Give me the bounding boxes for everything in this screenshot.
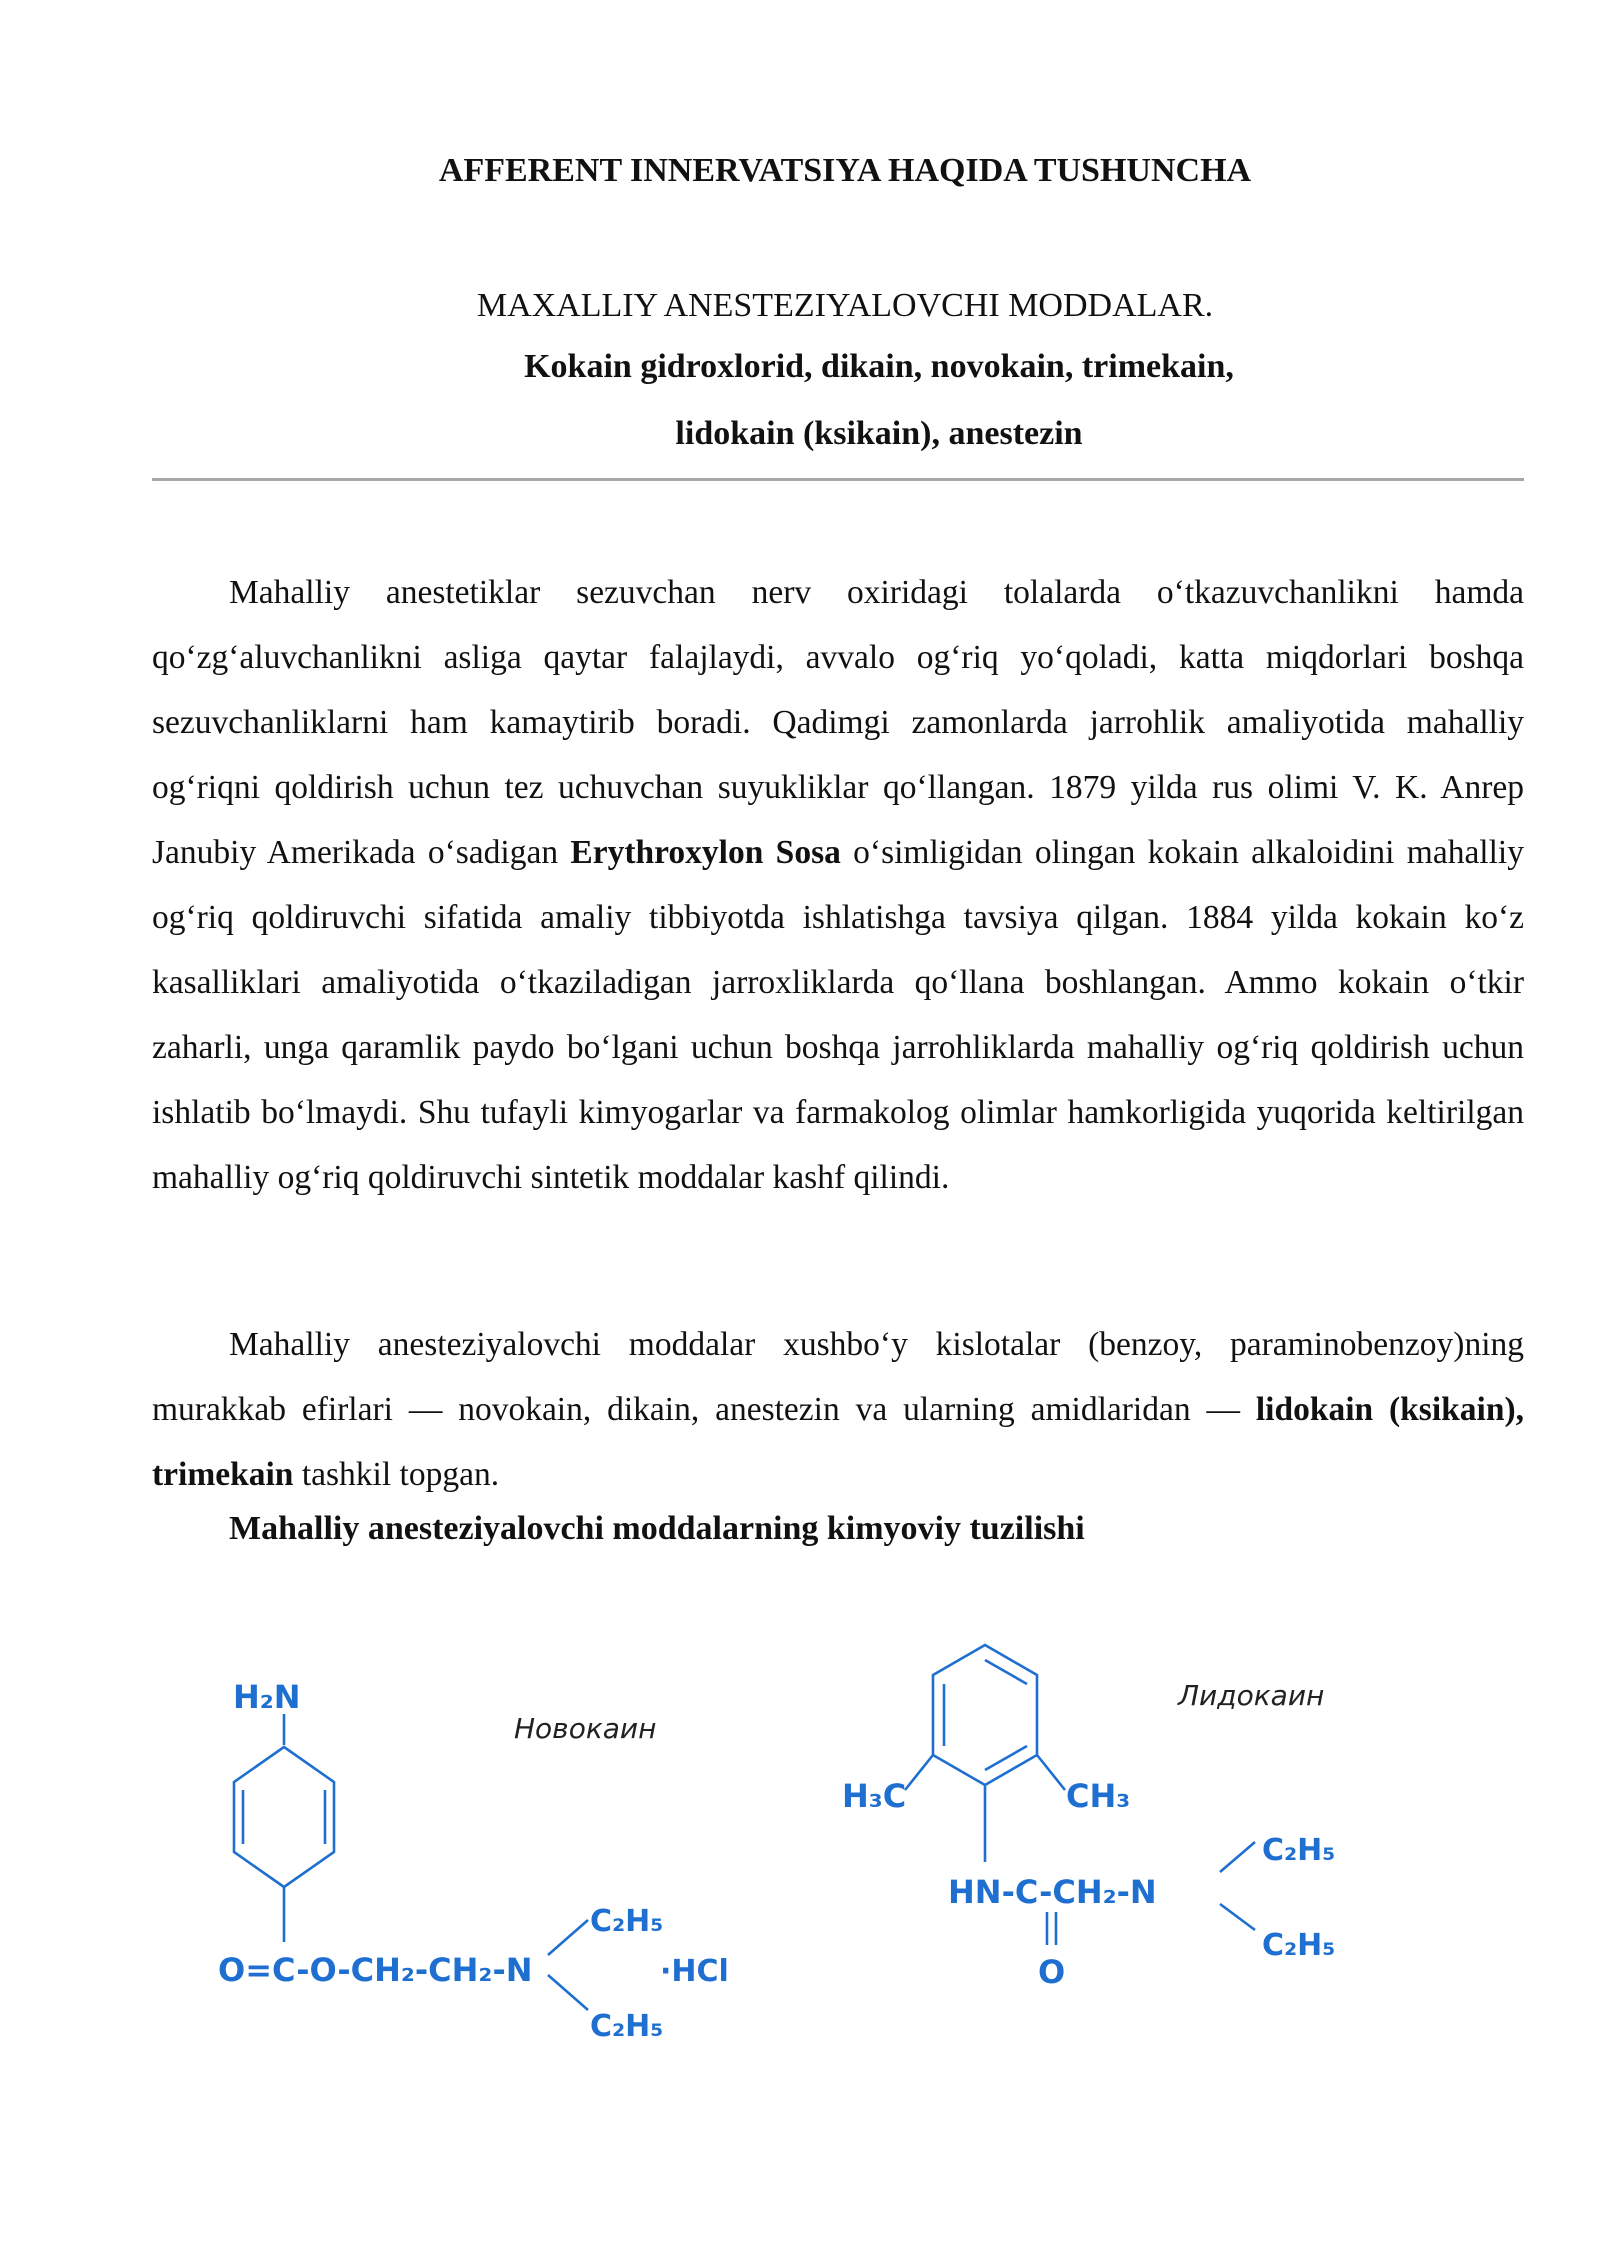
lidocaine-structure <box>842 1645 1335 1991</box>
lidocaine-benzene-ring <box>933 1645 1037 1785</box>
paragraph-classification-text-1: Mahalliy anesteziyalovchi moddalar xushbo‘y kislotalar (benzoy, paraminobenzoy)ning murakkab efirlari — novokain, dikain, anestezin va ularning amidlaridan — <box>152 1326 1524 1428</box>
paragraph-intro-plant-name: Erythroxylon Sosa <box>570 834 841 871</box>
lidocaine-chain-label: HN-C-CH₂-N <box>948 1873 1157 1911</box>
paragraph-classification-amides: lidokain (ksikain), trimekain <box>152 1391 1524 1493</box>
section-subtitle: MAXALLIY ANESTEZIYALOVCHI MODDALAR. <box>476 287 1214 324</box>
lidocaine-methyl-bond <box>905 1755 933 1790</box>
novocaine-hcl-label: ·HCl <box>660 1954 729 1989</box>
lidocaine-ethyl-top-label: C₂H₅ <box>1262 1833 1336 1868</box>
novocaine-n-ethyl-bond <box>548 1975 588 2010</box>
drug-list-line-2: lidokain (ksikain), anestezin <box>675 415 1083 452</box>
drug-list-line-1: Kokain gidroxlorid, dikain, novokain, trimekain, <box>524 348 1234 385</box>
novocaine-ethyl-bottom-label: C₂H₅ <box>590 2009 664 2044</box>
novocaine-name-label: Новокаин <box>514 1712 657 1745</box>
lidocaine-h3c-label: H₃C <box>842 1777 907 1815</box>
chemical-structure-heading: Mahalliy anesteziyalovchi moddalarning kimyoviy tuzilishi <box>229 1510 1085 1547</box>
paragraph-classification-text-2: tashkil topgan. <box>293 1456 500 1493</box>
novocaine-benzene-ring <box>234 1747 334 1887</box>
lidocaine-n-ethyl-bond <box>1220 1904 1255 1930</box>
lidocaine-ring-double-bond <box>985 1746 1027 1770</box>
paragraph-intro-text-2: o‘simligidan olingan kokain alkaloidini mahalliy og‘riq qoldiruvchi sifatida amaliy tibbiyotda ishlatishga tavsiya qilgan. 1884 yilda kokain ko‘z kasalliklari amaliyotida o‘tkaziladigan jarroxliklarda qo‘llana boshlangan. Ammo kokain o‘tkir zaharli, unga qaramlik paydo bo‘lgani uchun boshqa jarrohliklarda mahalliy og‘riq qoldirish uchun ishlatib bo‘lmaydi. Shu tufayli kimyogarlar va farmakolog olimlar hamkorligida yuqorida keltirilgan mahalliy og‘riq qoldiruvchi sintetik moddalar kashf qilindi. <box>152 834 1524 1196</box>
document-title: AFFERENT INNERVATSIYA HAQIDA TUSHUNCHA <box>438 152 1252 189</box>
lidocaine-oxygen-label: O <box>1038 1953 1066 1991</box>
lidocaine-ethyl-bottom-label: C₂H₅ <box>1262 1928 1336 1963</box>
lidocaine-ring-double-bond <box>985 1660 1027 1684</box>
lidocaine-name-label: Лидокаин <box>1178 1679 1325 1712</box>
lidocaine-n-ethyl-bond <box>1220 1842 1255 1872</box>
novocaine-chain-label: O=C-O-CH₂-CH₂-N <box>218 1951 533 1989</box>
novocaine-structure <box>218 1678 729 2044</box>
novocaine-h2n-label: H₂N <box>233 1678 301 1716</box>
novocaine-ethyl-top-label: C₂H₅ <box>590 1904 664 1939</box>
paragraph-intro-text-1: Mahalliy anestetiklar sezuvchan nerv oxiridagi tolalarda o‘tkazuvchanlikni hamda qo‘zg‘aluvchanlikni asliga qaytar falajlaydi, avvalo og‘riq yo‘qoladi, katta miqdorlari boshqa sezuvchanliklarni ham kamaytirib boradi. Qadimgi zamonlarda jarrohlik amaliyotida mahalliy og‘riqni qoldirish uchun tez uchuvchan suyukliklar qo‘llangan. 1879 yilda rus olimi V. K. Anrep Janubiy Amerikada o‘sadigan <box>152 574 1524 871</box>
novocaine-n-ethyl-bond <box>548 1920 588 1955</box>
lidocaine-ch3-label: CH₃ <box>1066 1777 1131 1815</box>
lidocaine-methyl-bond <box>1037 1755 1065 1790</box>
